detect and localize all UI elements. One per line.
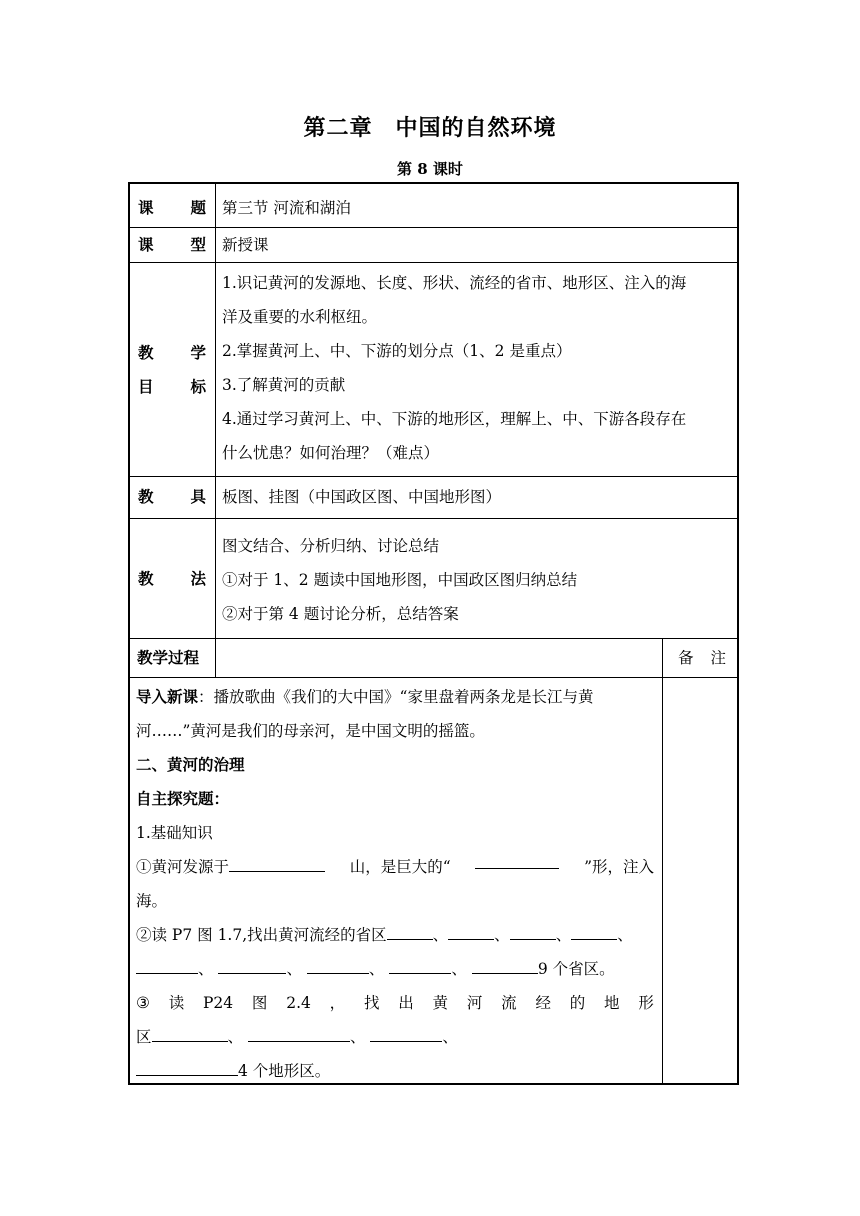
question-1-line1: ①黄河发源于 山，是巨大的“ ”形，注入 — [136, 850, 654, 884]
objectives-list — [222, 266, 732, 470]
tools-label: 教 具 — [138, 487, 206, 506]
blank-province[interactable] — [387, 921, 433, 940]
objective-line: 洋及重要的水利枢纽。 — [222, 308, 378, 326]
objective-line: 3.了解黄河的贡献 — [222, 376, 346, 394]
objective-line: 什么忧患？如何治理？（难点） — [222, 444, 440, 462]
question-1-line2: 海。 — [136, 892, 168, 910]
process-label: 教学过程 — [137, 648, 200, 667]
topic-label: 课 题 — [138, 198, 206, 217]
method-line: ②对于第 4 题讨论分析，总结答案 — [222, 605, 459, 623]
blank-landform[interactable] — [370, 1023, 442, 1042]
blank-landform[interactable] — [248, 1023, 350, 1042]
lesson-number: 第 8 课时 — [397, 160, 463, 178]
tools-value: 板图、挂图（中国政区图、中国地形图） — [222, 488, 502, 506]
blank-province[interactable] — [472, 955, 538, 974]
type-value: 新授课 — [222, 236, 269, 254]
basic-knowledge: 1.基础知识 — [136, 824, 213, 842]
blank-province[interactable] — [510, 921, 556, 940]
question-2-line2: 、 、 、 、 9 个省区。 — [136, 952, 654, 986]
question-2-line1: ②读 P7 图 1.7,找出黄河流经的省区 、 、 、 、 — [136, 918, 654, 952]
topic-value: 第三节 河流和湖泊 — [222, 199, 351, 217]
section-heading: 二、黄河的治理 — [136, 755, 245, 774]
blank-source[interactable] — [229, 853, 325, 872]
intro-label: 导入新课 — [136, 687, 199, 706]
method-list — [222, 529, 732, 631]
question-3-line1: ③ 读 P24 图 2.4 ， 找 出 黄 河 流 经 的 地 形 — [136, 994, 654, 1012]
explore-heading: 自主探究题： — [136, 789, 230, 808]
method-line: ①对于 1、2 题读中国地形图，中国政区图归纳总结 — [222, 571, 578, 589]
objective-line: 2.掌握黄河上、中、下游的划分点（1、2 是重点） — [222, 342, 572, 360]
blank-province[interactable] — [389, 955, 451, 974]
blank-landform[interactable] — [152, 1023, 228, 1042]
objective-line: 4.通过学习黄河上、中、下游的地形区，理解上、中、下游各段存在 — [222, 410, 687, 428]
intro-line1: 导入新课：播放歌曲《我们的大中国》“家里盘着两条龙是长江与黄 — [136, 687, 594, 706]
blank-shape[interactable] — [475, 850, 559, 869]
blank-province[interactable] — [136, 955, 198, 974]
intro-line2: 河……”黄河是我们的母亲河，是中国文明的摇篮。 — [136, 722, 485, 740]
blank-province[interactable] — [571, 921, 617, 940]
type-label: 课 型 — [138, 235, 206, 254]
blank-province[interactable] — [448, 921, 494, 940]
method-label: 教 法 — [138, 569, 206, 588]
objectives-label-line1: 教 学 — [138, 343, 206, 362]
question-3-line2: 区 、 、 、 — [136, 1020, 654, 1054]
blank-landform[interactable] — [136, 1057, 238, 1076]
method-line: 图文结合、分析归纳、讨论总结 — [222, 537, 440, 555]
notes-label: 备 注 — [678, 649, 726, 667]
lesson-content — [136, 680, 654, 1088]
objectives-label-line2: 目 标 — [138, 377, 206, 396]
blank-province[interactable] — [307, 955, 369, 974]
question-3-line3: 4 个地形区。 — [136, 1054, 654, 1088]
chapter-title: 第二章 中国的自然环境 — [303, 115, 557, 141]
objective-line: 1.识记黄河的发源地、长度、形状、流经的省市、地形区、注入的海 — [222, 274, 687, 292]
blank-province[interactable] — [218, 955, 286, 974]
